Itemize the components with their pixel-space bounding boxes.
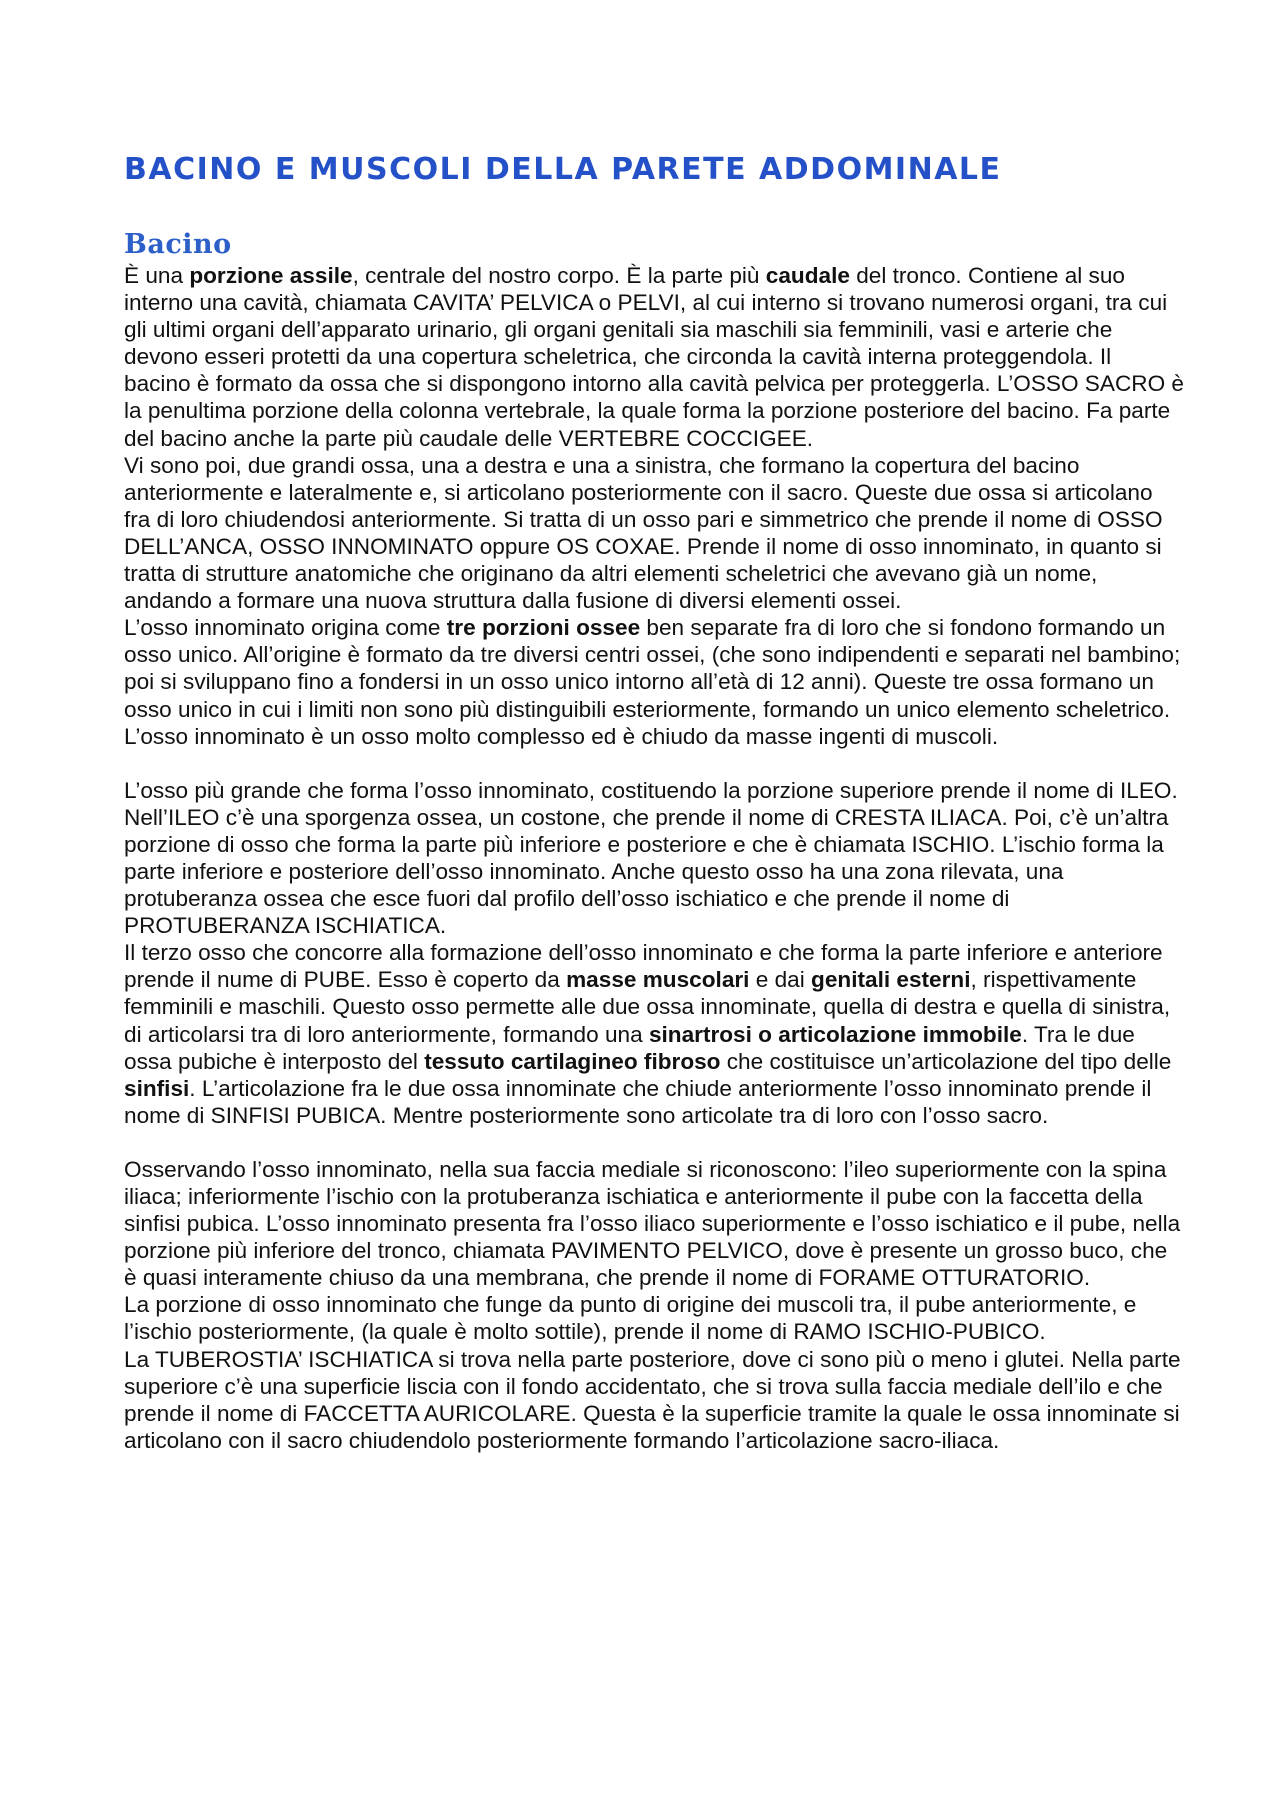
text-run: Il terzo osso che concorre alla formazione dell’osso innominato e che forma la parte inferiore e anteriore prende il nume di PUBE. Esso è coperto da <box>124 940 1163 993</box>
bold-term: genitali esterni <box>811 967 971 993</box>
paragraph-4: L’osso innominato è un osso molto complesso ed è chiudo da masse ingenti di muscoli. <box>124 723 999 749</box>
text-run: , rispettivamente femminili e maschili. Questo osso permette alle due ossa innominate, quella di destra e quella di sinistra, di articolarsi tra di loro anteriormente, formando una <box>124 967 1171 1047</box>
text-run: del tronco. Contiene al suo interno una cavità, chiamata CAVITA’ PELVICA o PELVI, al cui interno si trovano numerosi organi, tra cui gli ultimi organi dell’apparato urinario, gli organi genitali sia maschili sia femminili, vasi e arterie che devono esseri protetti da una copertura scheletrica, che circonda la cavità interna proteggendola. Il bacino è formato da ossa che si dispongono intorno alla cavità pelvica per proteggerla. L’OSSO SACRO è la penultima porzione della colonna vertebrale, la quale forma la porzione posteriore del bacino. Fa parte del bacino anche la parte più caudale delle VERTEBRE COCCIGEE. <box>124 263 1184 451</box>
text-run: , centrale del nostro corpo. È la parte più <box>352 263 766 288</box>
document-page <box>124 150 1184 1454</box>
bold-term: tessuto cartilagineo fibroso <box>424 1048 721 1074</box>
paragraph-gap <box>124 750 1184 777</box>
paragraph-1 <box>124 262 1184 452</box>
text-run: È una <box>124 263 190 288</box>
paragraph-2: Vi sono poi, due grandi ossa, una a destra e una a sinistra, che formano la copertura del bacino anteriormente e lateralmente e, si articolano posteriormente con il sacro. Queste due ossa si articolano fra di loro chiudendosi anteriormente. Si tratta di un osso pari e simmetrico che prende il nome di OSSO DELL’ANCA, OSSO INNOMINATO oppure OS COXAE. Prende il nome di osso innominato, in quanto si tratta di strutture anatomiche che originano da altri elementi scheletrici che avevano già un nome, andando a formare una nuova struttura dalla fusione di diversi elementi ossei. <box>124 452 1163 614</box>
paragraph-5: L’osso più grande che forma l’osso innominato, costituendo la porzione superiore prende il nome di ILEO. Nell’ILEO c’è una sporgenza ossea, un costone, che prende il nome di CRESTA ILIACA. Poi, c’è un’altra porzione di osso che forma la parte più inferiore e posteriore e che è chiamata ISCHIO. L’ischio forma la parte inferiore e posteriore dell’osso innominato. Anche questo osso ha una zona rilevata, una protuberanza ossea che esce fuori dal profilo dell’osso ischiatico e che prende il nome di PROTUBERANZA ISCHIATICA. <box>124 777 1178 939</box>
text-run: . Tra le due ossa pubiche è interposto del <box>124 1021 1135 1074</box>
document-title: BACINO E MUSCOLI DELLA PARETE ADDOMINALE <box>124 152 1002 187</box>
bold-term: sinfisi <box>124 1075 190 1101</box>
bold-term: sinartrosi o articolazione immobile <box>648 1021 1022 1047</box>
section-title-bacino: Bacino <box>124 229 232 260</box>
text-run: e dai <box>749 967 812 993</box>
paragraph-gap <box>124 1129 1184 1156</box>
text-run: . L’articolazione fra le due ossa innominate che chiude anteriormente l’osso innominato prende il nome di SINFISI PUBICA. Mentre posteriormente sono articolate tra di loro con l’osso sacro. <box>124 1075 1152 1128</box>
bold-term: caudale <box>765 263 850 288</box>
text-run: ben separate fra di loro che si fondono formando un osso unico. All’origine è formato da tre diversi centri ossei, (che sono indipendenti e separati nel bambino; poi si sviluppano fino a fondersi in un osso unico intorno all’età di 12 anni). Queste tre ossa formano un osso unico in cui i limiti non sono più distinguibili esteriormente, formando un unico elemento scheletrico. <box>124 615 1181 722</box>
paragraph-6 <box>124 939 1184 1129</box>
bold-term: tre porzioni ossee <box>446 615 641 641</box>
paragraph-7: Osservando l’osso innominato, nella sua faccia mediale si riconoscono: l’ileo superiormente con la spina iliaca; inferiormente l’ischio con la protuberanza ischiatica e anteriormente il pube con la faccetta della sinfisi pubica. L’osso innominato presenta fra l’osso iliaco superiormente e l’osso ischiatico e il pube, nella porzione più inferiore del tronco, chiamata PAVIMENTO PELVICO, dove è presente un grosso buco, che è quasi interamente chiuso da una membrana, che prende il nome di FORAME OTTURATORIO. <box>124 1156 1181 1291</box>
text-run: che costituisce un’articolazione del tipo delle <box>720 1048 1172 1074</box>
bold-term: porzione assile <box>189 263 353 288</box>
bold-term: masse muscolari <box>566 967 750 993</box>
paragraph-9: La TUBEROSTIA’ ISCHIATICA si trova nella parte posteriore, dove ci sono più o meno i glutei. Nella parte superiore c’è una superficie liscia con il fondo accidentato, che si trova sulla faccia mediale dell’ilo e che prende il nome di FACCETTA AURICOLARE. Questa è la superficie tramite la quale le ossa innominate si articolano con il sacro chiudendolo posteriormente formando l’articolazione sacro-iliaca. <box>124 1346 1181 1453</box>
paragraph-8: La porzione di osso innominato che funge da punto di origine dei muscoli tra, il pube anteriormente, e l’ischio posteriormente, (la quale è molto sottile), prende il nome di RAMO ISCHIO-PUBICO. <box>124 1292 1137 1345</box>
text-run: L’osso innominato origina come <box>124 615 447 641</box>
paragraph-3 <box>124 614 1184 722</box>
